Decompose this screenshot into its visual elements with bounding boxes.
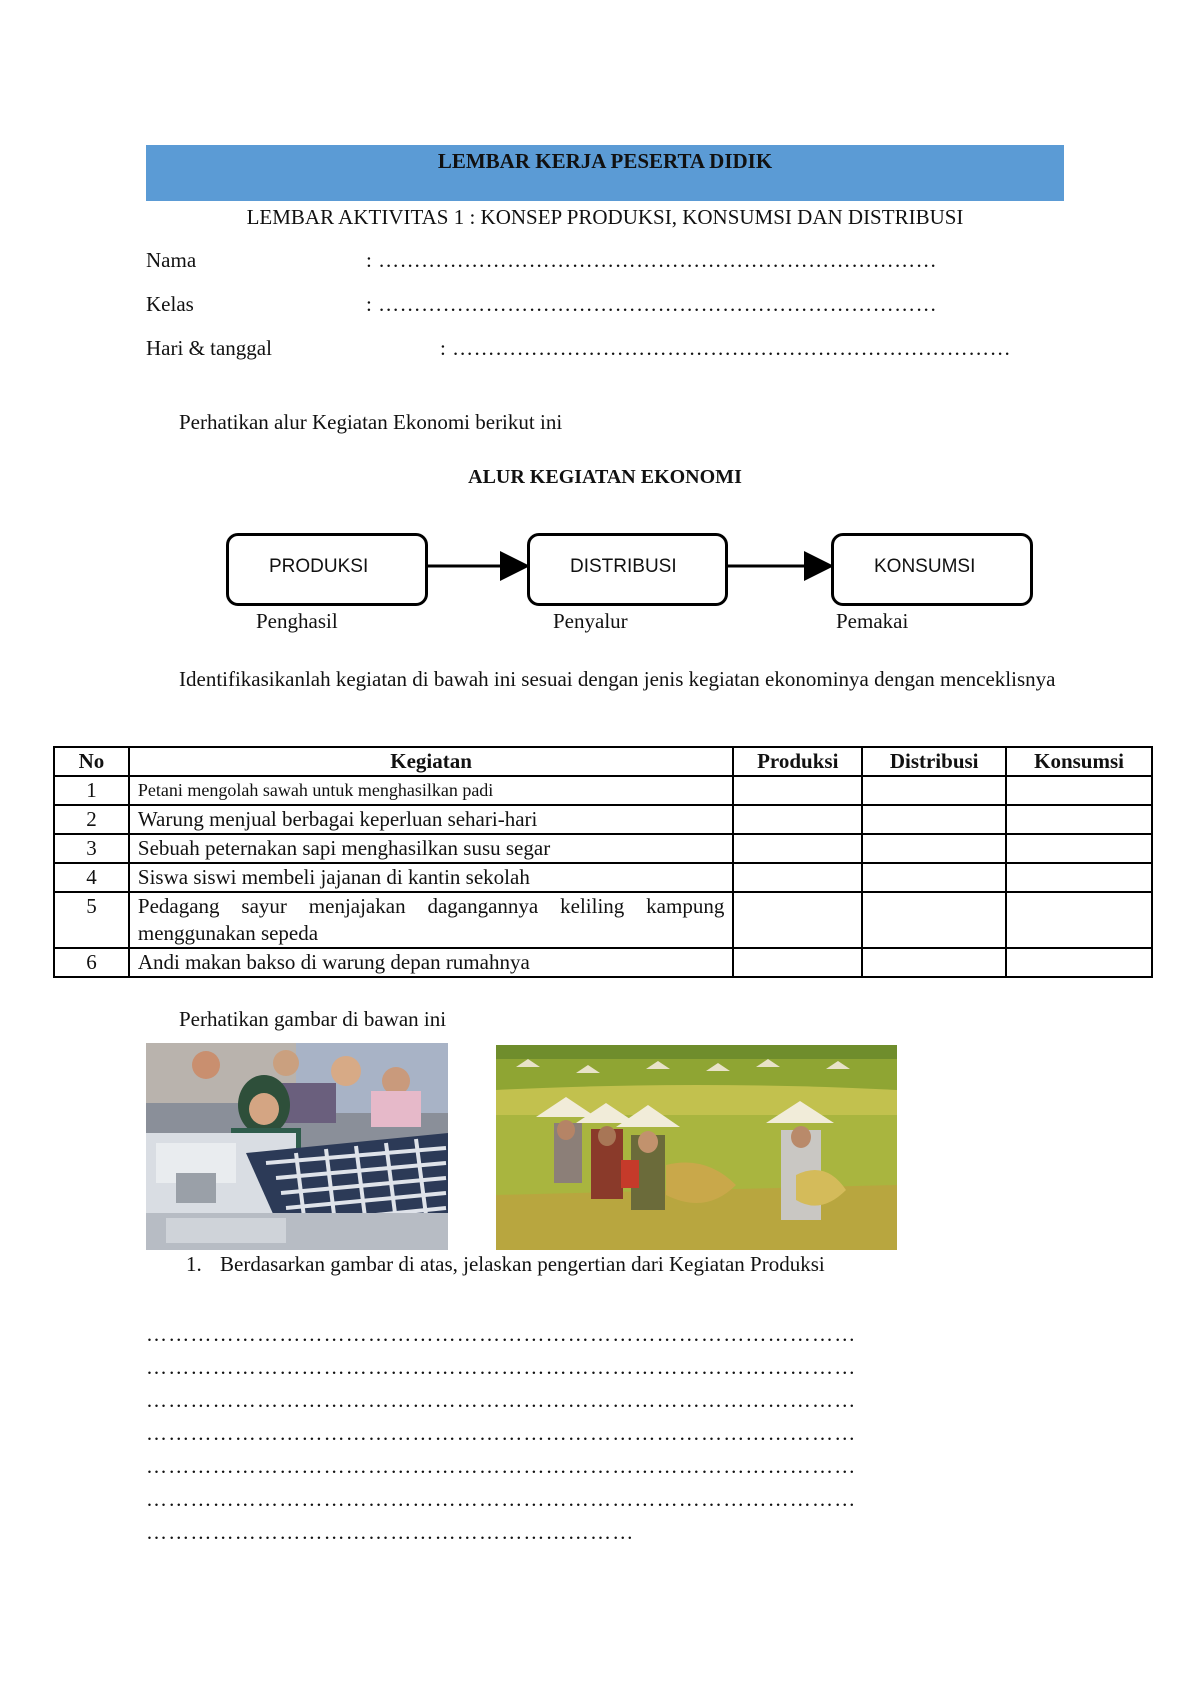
answer-line[interactable]: …………………………………………………………………………………… <box>146 1355 857 1379</box>
table-row <box>54 834 1152 863</box>
row-number: 3 <box>54 834 129 863</box>
row-kegiatan: Andi makan bakso di warung depan rumahnya <box>129 948 733 977</box>
column-header-kegiatan: Kegiatan <box>129 747 733 776</box>
row-kegiatan: Siswa siswi membeli jajanan di kantin sekolah <box>129 863 733 892</box>
row-number: 4 <box>54 863 129 892</box>
flow-sub-pemakai: Pemakai <box>836 609 909 633</box>
row-kegiatan: Warung menjual berbagai keperluan sehari-hari <box>129 805 733 834</box>
field-label-nama: Nama <box>146 248 197 272</box>
column-header-produksi: Produksi <box>733 747 862 776</box>
check-cell-konsumsi[interactable] <box>1006 834 1152 863</box>
table-row <box>54 776 1152 805</box>
table-row <box>54 892 1152 948</box>
check-cell-produksi[interactable] <box>733 805 862 834</box>
check-cell-produksi[interactable] <box>733 863 862 892</box>
check-cell-konsumsi[interactable] <box>1006 863 1152 892</box>
check-cell-konsumsi[interactable] <box>1006 776 1152 805</box>
table-row <box>54 863 1152 892</box>
check-cell-distribusi[interactable] <box>862 834 1006 863</box>
activity-table <box>53 746 1153 978</box>
row-kegiatan: Petani mengolah sawah untuk menghasilkan padi <box>129 776 733 805</box>
flow-box-label: PRODUKSI <box>269 556 369 577</box>
row-kegiatan: Sebuah peternakan sapi menghasilkan susu segar <box>129 834 733 863</box>
activity-subtitle: LEMBAR AKTIVITAS 1 : KONSEP PRODUKSI, KONSUMSI DAN DISTRIBUSI <box>246 205 964 229</box>
garment-factory-photo <box>146 1043 448 1250</box>
flow-box-konsumsi <box>831 533 1033 606</box>
check-cell-produksi[interactable] <box>733 776 862 805</box>
field-label-kelas: Kelas <box>146 292 194 316</box>
flow-box-produksi <box>226 533 428 606</box>
row-kegiatan: Pedagang sayur menjajakan dagangannya keliling kampung menggunakan sepeda <box>129 892 733 948</box>
check-cell-konsumsi[interactable] <box>1006 805 1152 834</box>
flow-box-distribusi <box>527 533 728 606</box>
row-number: 2 <box>54 805 129 834</box>
flow-intro-text: Perhatikan alur Kegiatan Ekonomi berikut ini <box>179 410 563 434</box>
answer-line[interactable]: ………………………………………………………… <box>146 1520 635 1544</box>
picture-intro-text: Perhatikan gambar di bawan ini <box>179 1007 447 1031</box>
table-header-row <box>54 747 1152 776</box>
check-cell-produksi[interactable] <box>733 948 862 977</box>
check-cell-distribusi[interactable] <box>862 776 1006 805</box>
check-cell-distribusi[interactable] <box>862 948 1006 977</box>
column-header-no: No <box>54 747 129 776</box>
check-cell-distribusi[interactable] <box>862 892 1006 948</box>
table-row <box>54 805 1152 834</box>
check-cell-produksi[interactable] <box>733 834 862 863</box>
flow-box-label: DISTRIBUSI <box>570 556 677 577</box>
answer-line[interactable]: …………………………………………………………………………………… <box>146 1454 857 1478</box>
check-cell-produksi[interactable] <box>733 892 862 948</box>
row-number: 1 <box>54 776 129 805</box>
table-row <box>54 948 1152 977</box>
field-label-hari-tanggal: Hari & tanggal <box>146 336 272 360</box>
field-hari-tanggal-blank[interactable]: : …………………………………………………………………… <box>440 336 1012 360</box>
row-number: 5 <box>54 892 129 948</box>
column-header-konsumsi: Konsumsi <box>1006 747 1152 776</box>
flow-title: ALUR KEGIATAN EKONOMI <box>468 466 742 488</box>
column-header-distribusi: Distribusi <box>862 747 1006 776</box>
question-number: 1. <box>186 1252 202 1276</box>
check-cell-distribusi[interactable] <box>862 805 1006 834</box>
worksheet-title: LEMBAR KERJA PESERTA DIDIK <box>437 149 773 173</box>
answer-line[interactable]: …………………………………………………………………………………… <box>146 1388 857 1412</box>
flow-sub-penyalur: Penyalur <box>553 609 628 633</box>
question-text: Berdasarkan gambar di atas, jelaskan pengertian dari Kegiatan Produksi <box>220 1252 825 1276</box>
check-cell-konsumsi[interactable] <box>1006 948 1152 977</box>
rice-harvest-photo <box>496 1045 897 1250</box>
answer-line[interactable]: …………………………………………………………………………………… <box>146 1421 857 1445</box>
check-cell-distribusi[interactable] <box>862 863 1006 892</box>
check-cell-konsumsi[interactable] <box>1006 892 1152 948</box>
instruction-text: Identifikasikanlah kegiatan di bawah ini sesuai dengan jenis kegiatan ekonominya dengan menceklisnya <box>179 667 1056 691</box>
answer-line[interactable]: …………………………………………………………………………………… <box>146 1322 857 1346</box>
flow-box-label: KONSUMSI <box>874 556 976 577</box>
field-kelas-blank[interactable]: : …………………………………………………………………… <box>366 292 938 316</box>
answer-line[interactable]: …………………………………………………………………………………… <box>146 1487 857 1511</box>
flow-sub-penghasil: Penghasil <box>256 609 338 633</box>
row-number: 6 <box>54 948 129 977</box>
field-nama-blank[interactable]: : …………………………………………………………………… <box>366 248 938 272</box>
